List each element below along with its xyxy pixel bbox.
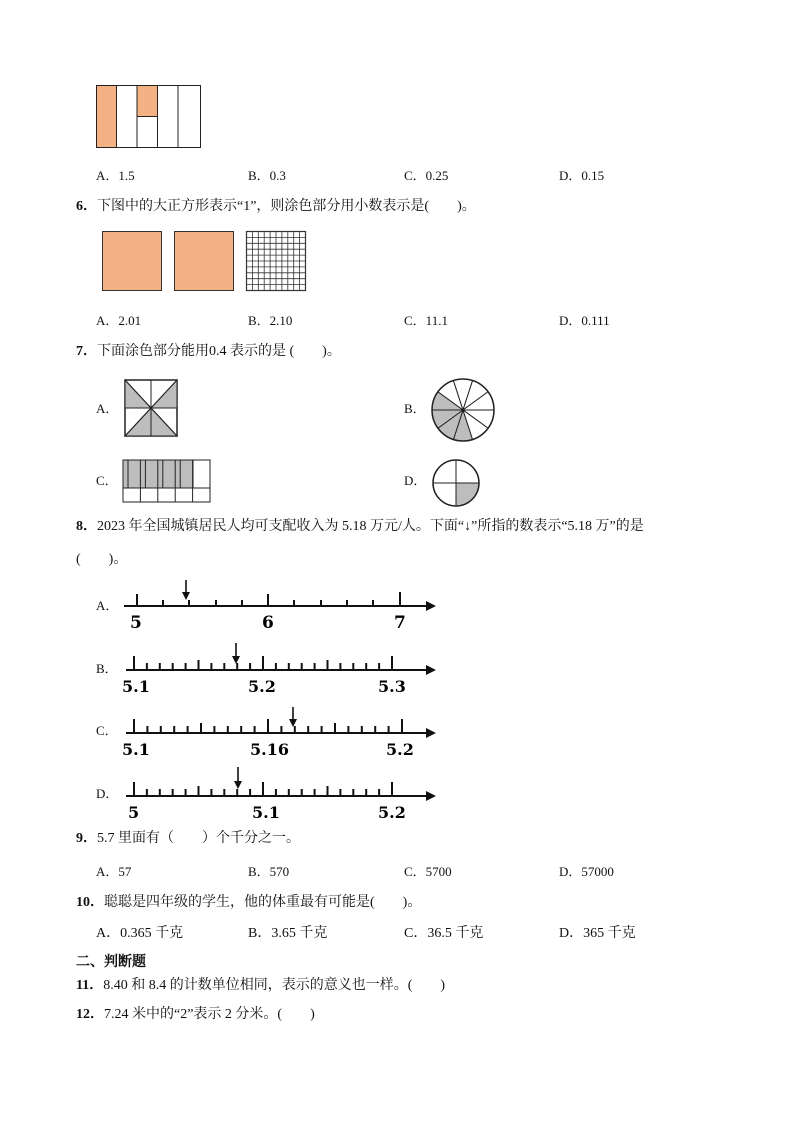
tick-label: 5.1 bbox=[252, 803, 280, 822]
question-text: 下面涂色部分能用0.4 表示的是 ( )。 bbox=[97, 344, 341, 359]
question-8-blank: ( )。 bbox=[76, 552, 128, 567]
question-7 bbox=[76, 343, 341, 361]
q10-option-d[interactable]: D．365 千克 bbox=[559, 926, 636, 941]
down-arrow-icon bbox=[232, 643, 240, 664]
q6-option-c[interactable]: C．11.1 bbox=[404, 313, 448, 328]
tick-label: 5.2 bbox=[248, 677, 276, 696]
q6-figure bbox=[102, 231, 306, 291]
q5-figure bbox=[96, 85, 202, 149]
q9-option-b[interactable]: B．570 bbox=[248, 864, 290, 879]
question-12 bbox=[76, 1006, 315, 1024]
q5-option-b[interactable]: B．0.3 bbox=[248, 168, 286, 183]
section-title: 二、判断题 bbox=[76, 955, 146, 970]
question-number: 8． bbox=[76, 519, 97, 534]
q10-option-a[interactable]: A．0.365 千克 bbox=[96, 926, 184, 941]
q10-option-c[interactable]: C．36.5 千克 bbox=[404, 926, 484, 941]
q5-option-c[interactable]: C．0.25 bbox=[404, 168, 449, 183]
question-text: 下图中的大正方形表示“1”，则涂色部分用小数表示是( )。 bbox=[97, 199, 476, 214]
q7-figure-b-circle[interactable] bbox=[430, 377, 496, 443]
q8-number-line-d[interactable] bbox=[120, 765, 440, 821]
question-9 bbox=[76, 830, 300, 848]
tick-label: 5.16 bbox=[250, 740, 289, 759]
q8-number-line-a[interactable] bbox=[120, 578, 440, 634]
q9-option-d[interactable]: D．57000 bbox=[559, 864, 614, 879]
q7-label-d[interactable]: D． bbox=[404, 473, 427, 488]
down-arrow-icon bbox=[182, 580, 190, 600]
tick-label: 5.3 bbox=[378, 677, 406, 696]
q5-option-d[interactable]: D．0.15 bbox=[559, 168, 605, 183]
question-number: 10． bbox=[76, 895, 104, 910]
q9-option-a[interactable]: A．57 bbox=[96, 864, 132, 879]
down-arrow-icon bbox=[234, 767, 242, 789]
question-number: 7． bbox=[76, 344, 97, 359]
q6-option-b[interactable]: B．2.10 bbox=[248, 313, 293, 328]
q8-label-b[interactable]: B． bbox=[96, 661, 118, 676]
q9-option-c[interactable]: C．5700 bbox=[404, 864, 452, 879]
tick-label: 5.1 bbox=[122, 740, 150, 759]
question-8 bbox=[76, 518, 644, 536]
q8-number-line-b[interactable] bbox=[120, 640, 440, 696]
tick-label: 5 bbox=[128, 803, 140, 822]
q10-option-b[interactable]: B．3.65 千克 bbox=[248, 926, 328, 941]
tick-label: 5 bbox=[130, 613, 142, 633]
question-number: 6． bbox=[76, 199, 97, 214]
tick-label: 5.1 bbox=[122, 677, 150, 696]
question-11 bbox=[76, 977, 445, 995]
question-text: 8.40 和 8.4 的计数单位相同，表示的意义也一样。( ) bbox=[103, 978, 446, 993]
question-text: 5.7 里面有（ ）个千分之一。 bbox=[97, 831, 300, 846]
question-text: 2023 年全国城镇居民人均可支配收入为 5.18 万元/人。下面“↓”所指的数表示“5.18 万”的是 bbox=[97, 519, 644, 534]
q7-figure-c-rect[interactable] bbox=[122, 459, 212, 503]
q8-label-d[interactable]: D． bbox=[96, 786, 119, 801]
question-number: 12． bbox=[76, 1007, 104, 1022]
tick-label: 6 bbox=[262, 613, 274, 633]
q6-option-d[interactable]: D．0.111 bbox=[559, 313, 610, 328]
question-text: 7.24 米中的“2”表示 2 分米。( ) bbox=[104, 1007, 315, 1022]
question-text: 聪聪是四年级的学生，他的体重最有可能是( )。 bbox=[104, 895, 422, 910]
q8-label-a[interactable]: A． bbox=[96, 598, 119, 613]
down-arrow-icon bbox=[289, 707, 297, 727]
q7-label-b[interactable]: B． bbox=[404, 401, 426, 416]
question-6 bbox=[76, 198, 476, 216]
q8-number-line-c[interactable] bbox=[120, 703, 440, 759]
q7-figure-d-circle[interactable] bbox=[431, 458, 481, 508]
question-number: 11． bbox=[76, 978, 104, 993]
q7-label-a[interactable]: A． bbox=[96, 401, 119, 416]
q7-label-c[interactable]: C． bbox=[96, 473, 118, 488]
q7-figure-a-square[interactable] bbox=[124, 379, 178, 437]
question-10 bbox=[76, 894, 421, 912]
hundred-grid bbox=[247, 232, 306, 291]
tick-label: 5.2 bbox=[386, 740, 414, 759]
q6-option-a[interactable]: A．2.01 bbox=[96, 313, 142, 328]
q8-label-c[interactable]: C． bbox=[96, 723, 118, 738]
tick-label: 5.2 bbox=[378, 803, 406, 822]
tick-label: 7 bbox=[394, 613, 406, 633]
q5-option-a[interactable]: A．1.5 bbox=[96, 168, 135, 183]
question-number: 9． bbox=[76, 831, 97, 846]
